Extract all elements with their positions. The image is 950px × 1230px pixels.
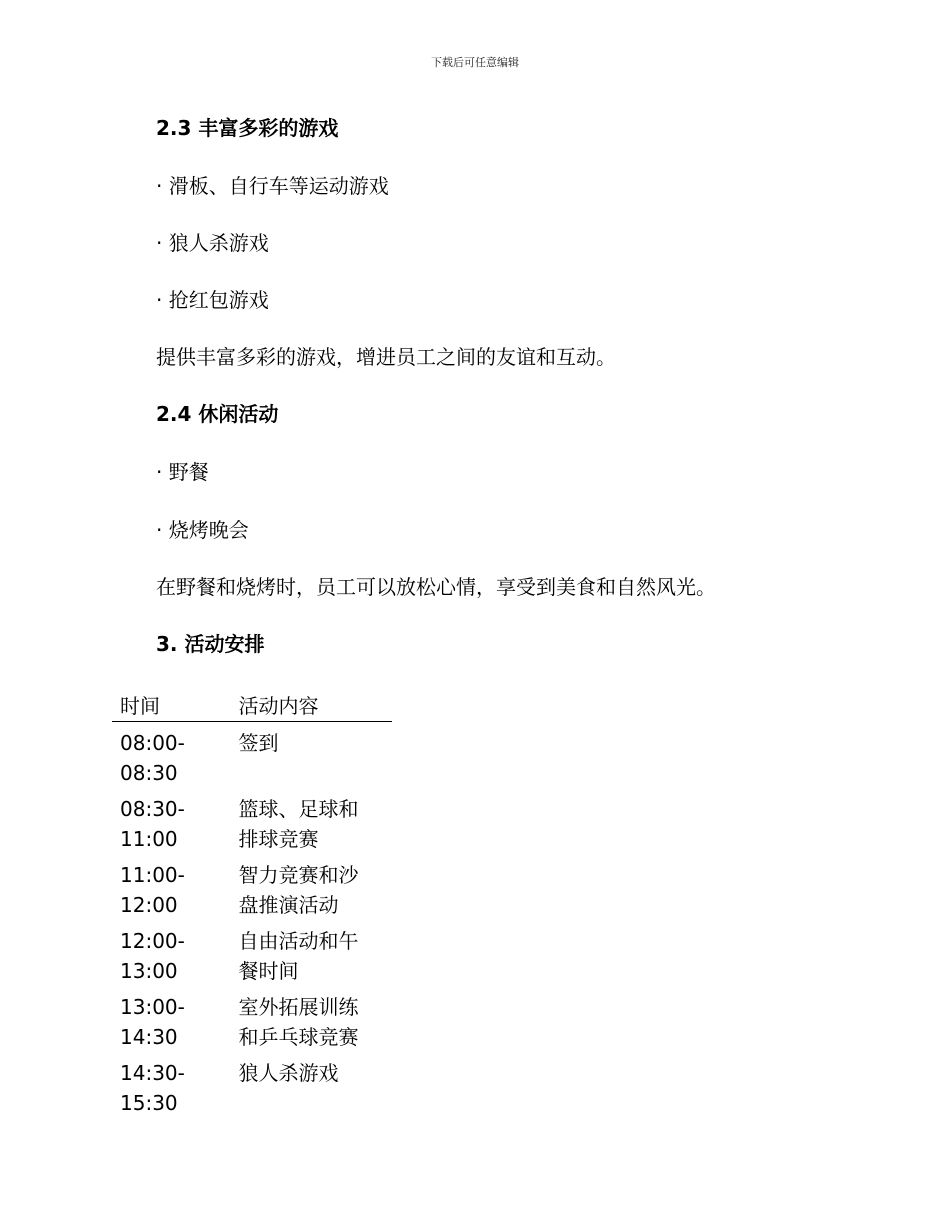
table-row	[112, 854, 392, 920]
bullet-item: · 烧烤晚会	[156, 518, 249, 542]
activity-cell: 签到	[238, 731, 279, 755]
section-heading-3: 3. 活动安排	[156, 632, 265, 656]
paragraph: 提供丰富多彩的游戏，增进员工之间的友谊和互动。	[156, 345, 616, 369]
activity-cell: 篮球、足球和 排球竞赛	[238, 797, 359, 851]
column-header-time: 时间	[112, 690, 231, 722]
activity-cell: 自由活动和午 餐时间	[238, 929, 359, 983]
table-row	[112, 920, 392, 986]
table-header-row	[112, 690, 392, 722]
time-cell: 13:00- 14:30	[120, 995, 185, 1049]
activity-cell: 室外拓展训练 和乒乓球竞赛	[238, 995, 359, 1049]
table-row	[112, 788, 392, 854]
paragraph: 在野餐和烧烤时，员工可以放松心情，享受到美食和自然风光。	[156, 575, 716, 599]
bullet-item: · 狼人杀游戏	[156, 231, 269, 255]
bullet-item: · 野餐	[156, 460, 209, 484]
table-row	[112, 722, 392, 789]
section-heading-2-3: 2.3 丰富多彩的游戏	[156, 116, 339, 140]
column-header-activity: 活动内容	[231, 690, 392, 722]
activity-cell: 狼人杀游戏	[238, 1061, 339, 1085]
table-row	[112, 1052, 392, 1118]
schedule-table	[112, 690, 392, 1118]
time-cell: 08:00- 08:30	[120, 731, 185, 785]
time-cell: 08:30- 11:00	[120, 797, 185, 851]
bullet-item: · 抢红包游戏	[156, 288, 269, 312]
bullet-item: · 滑板、自行车等运动游戏	[156, 174, 389, 198]
section-heading-2-4: 2.4 休闲活动	[156, 402, 279, 426]
time-cell: 12:00- 13:00	[120, 929, 185, 983]
activity-cell: 智力竞赛和沙 盘推演活动	[238, 863, 359, 917]
time-cell: 14:30- 15:30	[120, 1061, 185, 1115]
page-header: 下载后可任意编辑	[431, 56, 519, 69]
table-row	[112, 986, 392, 1052]
time-cell: 11:00- 12:00	[120, 863, 185, 917]
schedule-table-wrap	[112, 690, 392, 1118]
